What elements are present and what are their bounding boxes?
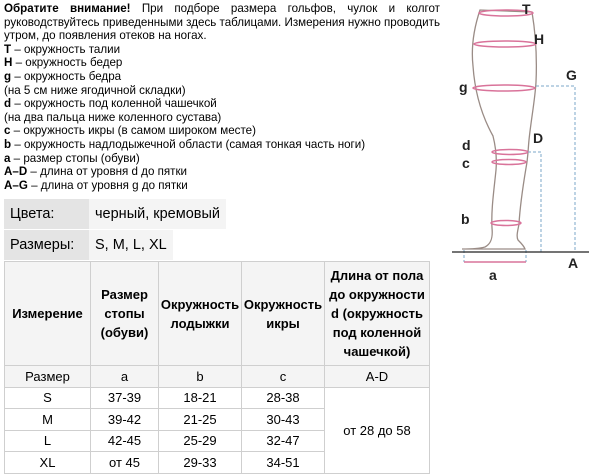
label-g: g [459, 79, 468, 95]
length-d-guide [528, 152, 541, 252]
header-ankle: Окружность лодыжки [159, 262, 242, 366]
colors-value: черный, кремовый [89, 199, 226, 229]
table-cell: 29-33 [159, 452, 242, 474]
note-text: – окружность талии [11, 42, 121, 56]
table-cell: b [159, 366, 242, 388]
note-line [4, 152, 440, 166]
note-text: – длина от уровня g до пятки [27, 178, 188, 192]
label-D: D [533, 130, 544, 146]
calf-line [492, 160, 526, 165]
note-line [4, 70, 440, 84]
merged-length-cell: от 28 до 58 [325, 387, 430, 473]
note-key: A–D [4, 165, 28, 179]
intro-warning: Обратите внимание! [4, 2, 131, 15]
table-cell: 37-39 [91, 387, 159, 409]
table-cell: 28-38 [242, 387, 325, 409]
label-A: A [568, 255, 579, 271]
table-cell: S [5, 387, 91, 409]
note-key: H [4, 56, 13, 70]
note-line [4, 111, 440, 125]
measurement-notes [4, 2, 440, 192]
below-knee-line [492, 150, 528, 155]
note-text: – окружность бедер [12, 56, 123, 70]
table-cell: XL [5, 452, 91, 474]
note-key: b [4, 137, 12, 151]
table-cell: c [242, 366, 325, 388]
table-cell: M [5, 409, 91, 431]
table-cell: 42-45 [91, 430, 159, 452]
table-cell: 18-21 [159, 387, 242, 409]
intro-paragraph [4, 2, 440, 43]
table-cell: L [5, 430, 91, 452]
label-T: T [522, 1, 531, 17]
label-G: G [566, 67, 577, 83]
note-line [4, 97, 440, 111]
note-line [4, 138, 440, 152]
note-key: a [4, 151, 11, 165]
note-text: – длина от уровня d до пятки [27, 165, 188, 179]
note-line [4, 179, 440, 193]
note-text: – окружность икры (в самом широком месте) [10, 124, 256, 138]
note-text: – окружность бедра [11, 69, 122, 83]
table-cell: a [91, 366, 159, 388]
table-cell: 25-29 [159, 430, 242, 452]
note-key: T [4, 42, 12, 56]
table-cell: 32-47 [242, 430, 325, 452]
table-cell: Размер [5, 366, 91, 388]
note-text: (на два пальца ниже коленного сустава) [4, 110, 222, 124]
table-cell: 34-51 [242, 452, 325, 474]
thigh-line [473, 85, 535, 91]
ankle-line [491, 221, 521, 226]
header-calf: Окружность икры [242, 262, 325, 366]
note-line [4, 84, 440, 98]
colors-info [4, 199, 226, 229]
table-cell: 30-43 [242, 409, 325, 431]
note-line [4, 165, 440, 179]
size-table [4, 261, 430, 474]
colors-label: Цвета: [4, 199, 89, 229]
table-row [5, 387, 430, 409]
table-cell: от 45 [91, 452, 159, 474]
table-row [5, 366, 430, 388]
length-g-guide [536, 86, 575, 252]
table-cell: 21-25 [159, 409, 242, 431]
note-line [4, 124, 440, 138]
header-length: Длина от пола до окружности d (окружность под коленной чашечкой) [325, 262, 430, 366]
table-cell: A-D [325, 366, 430, 388]
leg-diagram [442, 0, 589, 296]
label-d: d [462, 137, 471, 153]
label-H: H [534, 31, 545, 47]
label-a: a [489, 267, 497, 283]
note-key: g [4, 69, 12, 83]
note-key: d [4, 97, 12, 111]
note-text: – окружность под коленной чашечкой [11, 97, 217, 111]
note-text: – окружность надлодыжечной области (самая тонкая часть ноги) [11, 137, 366, 151]
label-b: b [461, 211, 470, 227]
sizes-info [4, 230, 173, 260]
note-line [4, 56, 440, 70]
note-key: A–G [4, 178, 28, 192]
table-cell: 39-42 [91, 409, 159, 431]
note-line [4, 43, 440, 57]
note-key: c [4, 124, 11, 138]
note-text: (на 5 см ниже ягодичной складки) [4, 83, 186, 97]
header-foot-size: Размер стопы (обуви) [91, 262, 159, 366]
hip-line [474, 41, 536, 47]
header-measurement: Измерение [5, 262, 91, 366]
intro-text: При подборе размера гольфов, чулок и колгот руководствуйтесь приведенными здесь таблицами. Измерения нужно проводить утром, до появления отеков на ногах. [4, 2, 440, 43]
sizes-label: Размеры: [4, 230, 89, 260]
sizes-value: S, M, L, XL [89, 230, 173, 260]
label-c: c [462, 155, 470, 171]
note-text: – размер стопы (обуви) [10, 151, 140, 165]
